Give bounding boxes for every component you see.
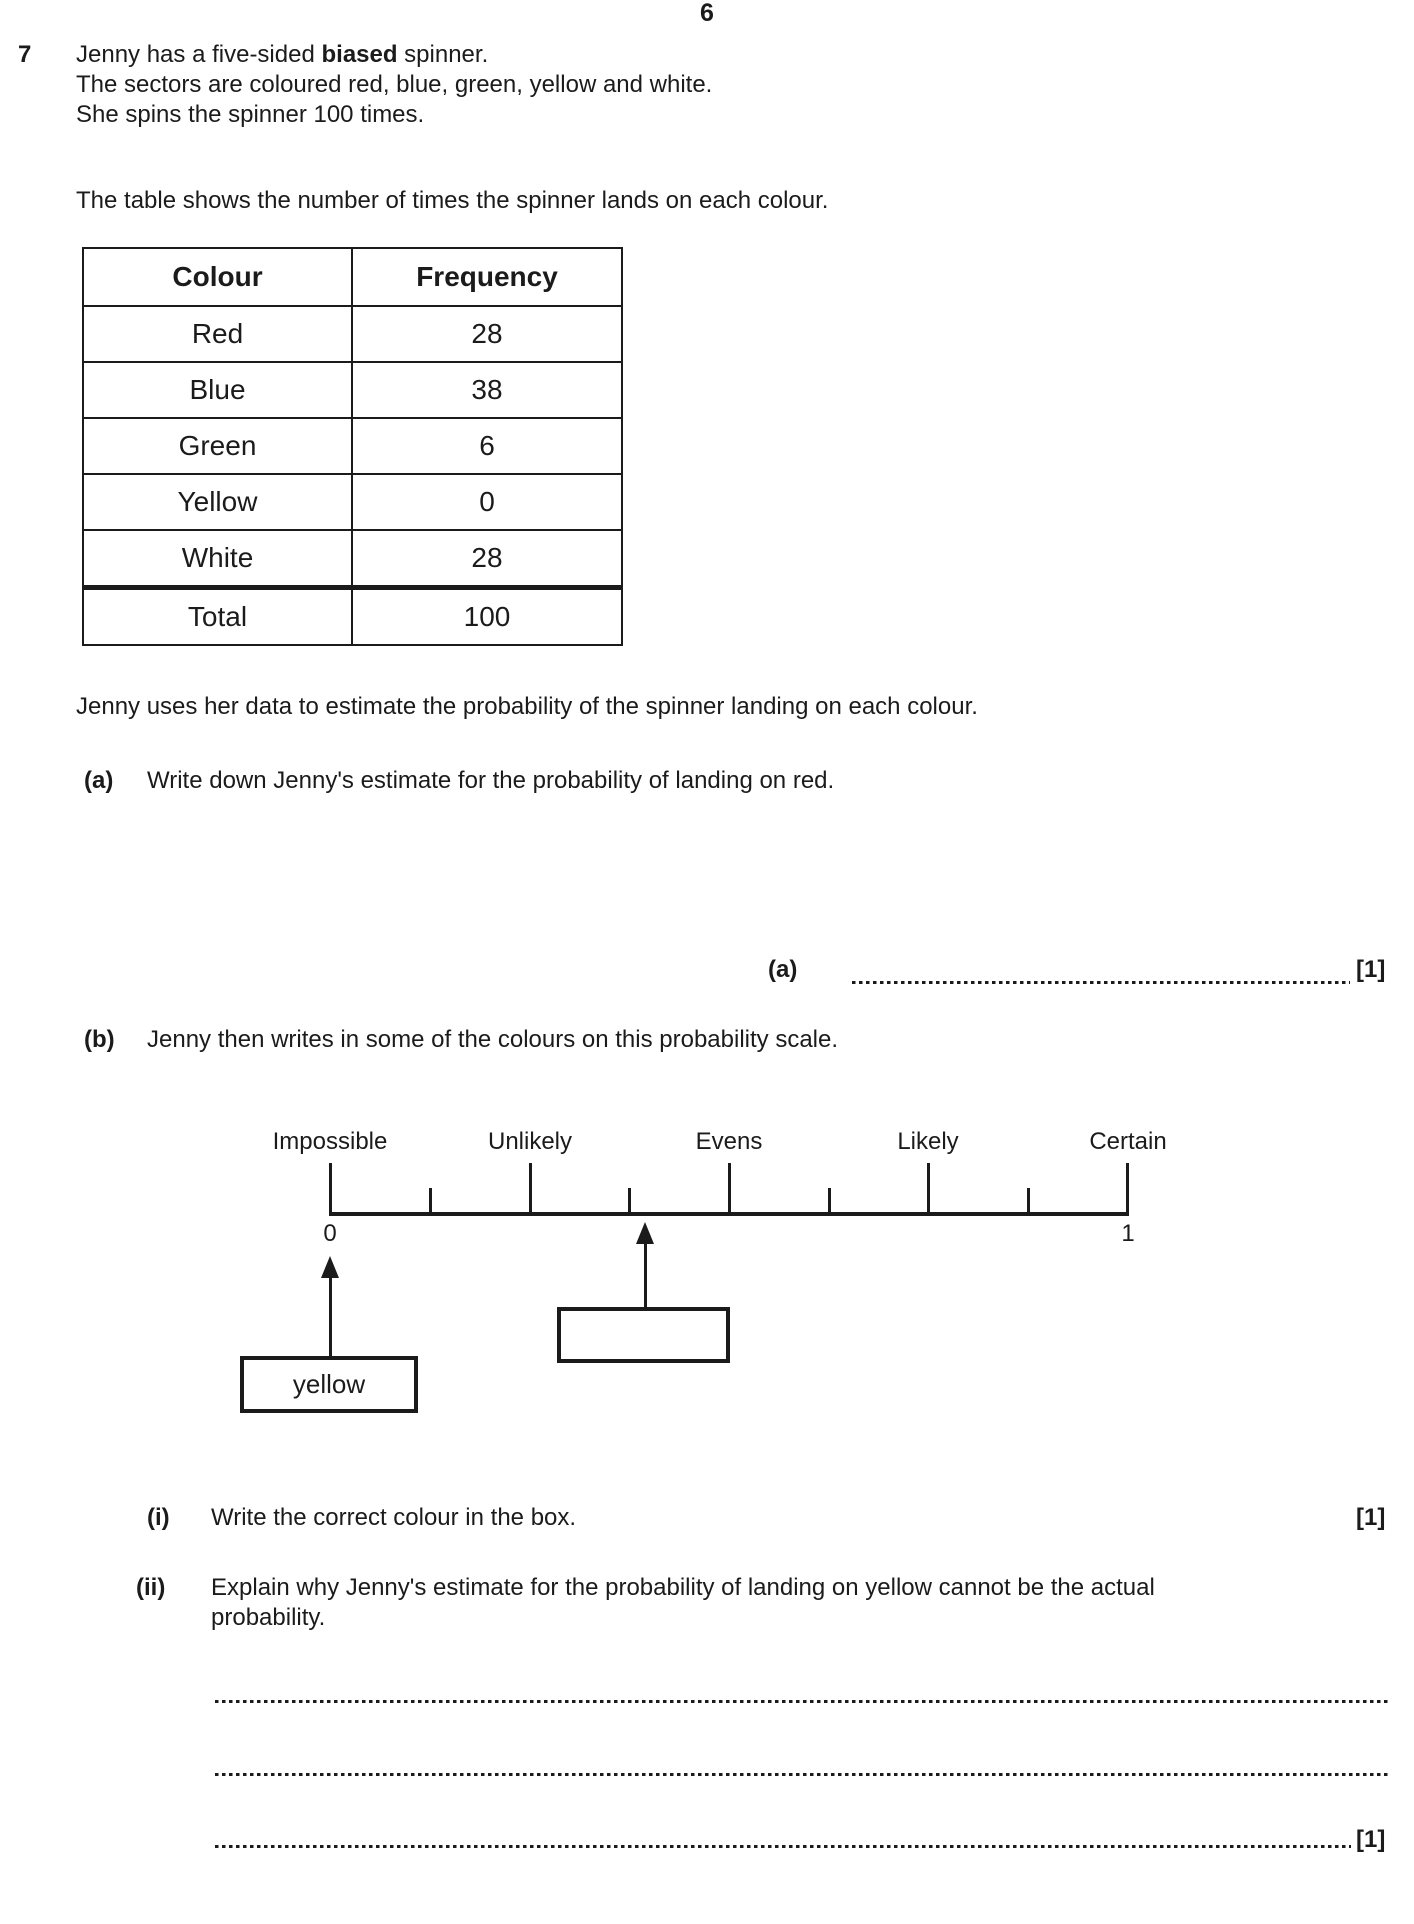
table-caption: The table shows the number of times the spinner lands on each colour. [76, 187, 829, 214]
estimate-sentence: Jenny uses her data to estimate the probability of the spinner landing on each colour. [76, 693, 978, 720]
frequency-table [82, 247, 623, 646]
part-bi-text: Write the correct colour in the box. [211, 1504, 577, 1531]
part-a-marks: [1] [1356, 956, 1386, 983]
part-bii-text-line-2: probability. [211, 1604, 326, 1631]
answer-arrow-shaft [644, 1240, 647, 1307]
cell-colour: Blue [83, 362, 352, 418]
part-b-label: (b) [84, 1026, 115, 1053]
yellow-arrow-head-icon [321, 1256, 339, 1278]
cell-frequency: 0 [352, 474, 622, 530]
table-header-row [83, 248, 622, 306]
scale-short-tick [828, 1188, 831, 1216]
scale-min-value: 0 [323, 1220, 337, 1247]
cell-total-value: 100 [352, 588, 622, 646]
table-row [83, 306, 622, 362]
cell-frequency: 28 [352, 530, 622, 588]
scale-number-line [329, 1212, 1129, 1216]
yellow-arrow-shaft [329, 1274, 332, 1356]
scale-short-tick [1027, 1188, 1030, 1216]
question-number: 7 [18, 41, 32, 68]
part-a-label: (a) [84, 767, 114, 794]
intro-line-1: Jenny has a five-sided biased spinner. [76, 41, 489, 68]
cell-colour: Green [83, 418, 352, 474]
intro-line-2: The sectors are coloured red, blue, green, yellow and white. [76, 71, 713, 98]
scale-long-tick [1126, 1163, 1129, 1216]
part-bii-text-line-1: Explain why Jenny's estimate for the probability of landing on yellow cannot be the actual [211, 1574, 1155, 1601]
empty-colour-answer-box[interactable] [557, 1307, 730, 1363]
scale-label-likely: Likely [897, 1128, 959, 1155]
cell-frequency: 28 [352, 306, 622, 362]
part-a-text: Write down Jenny's estimate for the probability of landing on red. [147, 767, 835, 794]
part-bii-label: (ii) [136, 1574, 166, 1601]
table-row [83, 474, 622, 530]
scale-label-impossible: Impossible [272, 1128, 388, 1155]
column-header-frequency: Frequency [352, 248, 622, 306]
column-header-colour: Colour [83, 248, 352, 306]
question-intro [76, 40, 1076, 130]
part-b-text: Jenny then writes in some of the colours on this probability scale. [147, 1026, 839, 1053]
cell-frequency: 6 [352, 418, 622, 474]
table-row [83, 530, 622, 588]
scale-label-evens: Evens [695, 1128, 763, 1155]
scale-label-unlikely: Unlikely [487, 1128, 573, 1155]
cell-frequency: 38 [352, 362, 622, 418]
cell-colour: Yellow [83, 474, 352, 530]
part-bii-text [211, 1573, 1401, 1633]
table-total-row [83, 588, 622, 646]
part-bi-label: (i) [147, 1504, 170, 1531]
answer-line-2[interactable] [215, 1773, 1391, 1776]
scale-long-tick [728, 1163, 731, 1216]
cell-colour: Red [83, 306, 352, 362]
scale-short-tick [628, 1188, 631, 1216]
answer-line-1[interactable] [215, 1700, 1391, 1703]
scale-max-value: 1 [1121, 1220, 1135, 1247]
scale-long-tick [329, 1163, 332, 1216]
part-a-answer-prefix: (a) [768, 956, 798, 983]
table-row [83, 418, 622, 474]
cell-total-label: Total [83, 588, 352, 646]
part-a-answer-line[interactable] [852, 981, 1350, 984]
answer-arrow-head-icon [636, 1222, 654, 1244]
yellow-colour-box: yellow [240, 1356, 418, 1413]
scale-long-tick [529, 1163, 532, 1216]
answer-line-3[interactable] [215, 1845, 1351, 1848]
scale-short-tick [429, 1188, 432, 1216]
scale-long-tick [927, 1163, 930, 1216]
part-bii-marks: [1] [1356, 1826, 1386, 1853]
intro-line-3: She spins the spinner 100 times. [76, 101, 425, 128]
page-number: 6 [700, 0, 714, 27]
cell-colour: White [83, 530, 352, 588]
table-row [83, 362, 622, 418]
part-bi-marks: [1] [1356, 1504, 1386, 1531]
scale-label-certain: Certain [1089, 1128, 1167, 1155]
